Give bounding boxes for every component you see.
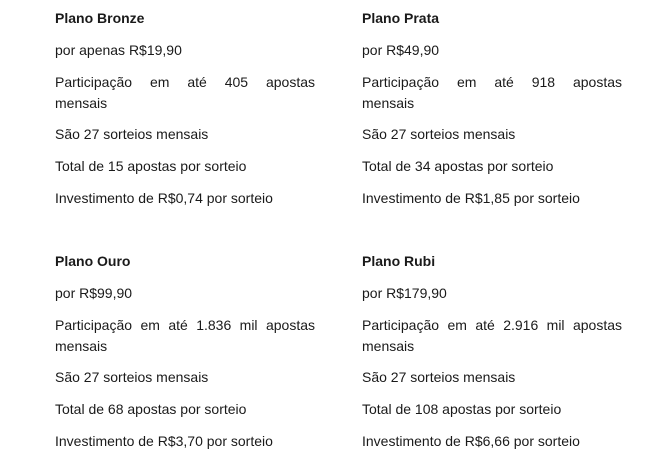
plan-draws: São 27 sorteios mensais [55, 126, 209, 142]
plan-title: Plano Rubi [362, 253, 436, 269]
plan-investment: Investimento de R$6,66 por sorteio [362, 433, 580, 449]
plan-participation [55, 315, 315, 357]
plan-draws: São 27 sorteios mensais [362, 369, 516, 385]
plan-bets-per-draw: Total de 15 apostas por sorteio [55, 158, 247, 174]
plan-bets-per-draw: Total de 68 apostas por sorteio [55, 401, 247, 417]
plan-title: Plano Bronze [55, 10, 145, 26]
plan-participation-line1: Participação em até 2.916 mil apostas [362, 317, 622, 333]
plan-bets-per-draw: Total de 34 apostas por sorteio [362, 158, 554, 174]
plan-price: por R$49,90 [362, 42, 440, 58]
plan-participation-line2: mensais [55, 95, 108, 111]
plan-participation-line2: mensais [362, 95, 415, 111]
plan-investment: Investimento de R$0,74 por sorteio [55, 190, 273, 206]
plan-draws: São 27 sorteios mensais [362, 126, 516, 142]
plan-participation-line2: mensais [55, 338, 108, 354]
plan-participation-line1: Participação em até 1.836 mil apostas [55, 317, 315, 333]
plan-price: por R$179,90 [362, 285, 447, 301]
plan-price: por apenas R$19,90 [55, 42, 182, 58]
plan-participation [55, 72, 315, 114]
plan-price: por R$99,90 [55, 285, 133, 301]
plan-investment: Investimento de R$3,70 por sorteio [55, 433, 273, 449]
plan-participation [362, 315, 622, 357]
plan-bets-per-draw: Total de 108 apostas por sorteio [362, 401, 562, 417]
plan-participation [362, 72, 622, 114]
plan-draws: São 27 sorteios mensais [55, 369, 209, 385]
plan-participation-line2: mensais [362, 338, 415, 354]
plan-participation-line1: Participação em até 918 apostas [362, 74, 622, 90]
plan-title: Plano Prata [362, 10, 440, 26]
plan-title: Plano Ouro [55, 253, 131, 269]
plan-investment: Investimento de R$1,85 por sorteio [362, 190, 580, 206]
plan-participation-line1: Participação em até 405 apostas [55, 74, 315, 90]
